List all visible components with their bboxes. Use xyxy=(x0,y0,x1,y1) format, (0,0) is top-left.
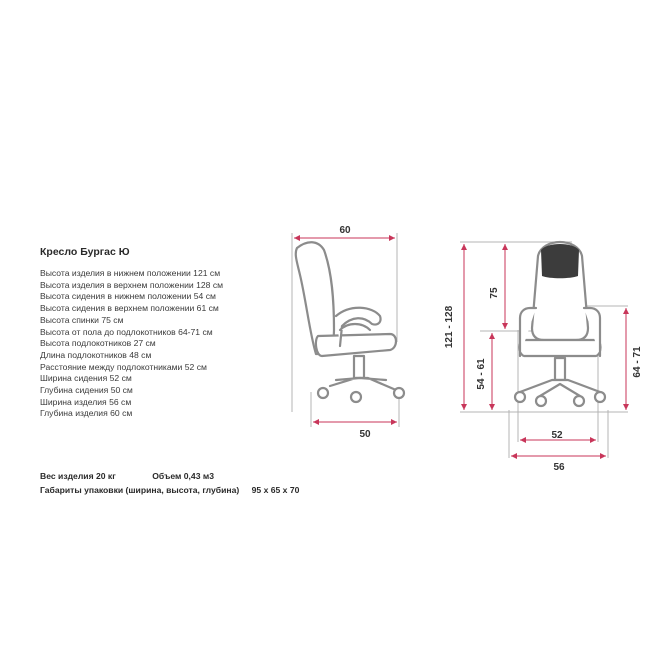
spec-item: Глубина сидения 50 см xyxy=(40,385,133,396)
spec-item: Высота сидения в верхнем положении 61 см xyxy=(40,303,219,314)
front-arm-height-label: 64 - 71 xyxy=(632,346,643,378)
side-chair-silhouette xyxy=(296,242,404,402)
front-back-height-label: 75 xyxy=(489,287,500,299)
spec-item: Высота изделия в верхнем положении 128 см xyxy=(40,279,224,290)
spec-item: Высота от пола до подлокотников 64-71 см xyxy=(40,326,213,337)
side-depth-label: 50 xyxy=(359,429,371,440)
weight-text: Вес изделия 20 кг xyxy=(40,471,116,481)
spec-item: Расстояние между подлокотниками 52 см xyxy=(40,361,207,372)
product-title: Кресло Бургас Ю xyxy=(40,246,130,258)
front-headrest-panel xyxy=(541,244,579,278)
front-seat-width-label: 52 xyxy=(551,430,563,441)
spec-item: Высота спинки 75 см xyxy=(40,314,124,325)
front-seat-height-label: 54 - 61 xyxy=(476,358,487,390)
package-label: Габариты упаковки (ширина, высота, глубина) xyxy=(40,485,240,495)
spec-item: Высота сидения в нижнем положении 54 см xyxy=(40,291,216,302)
side-width-label: 60 xyxy=(339,225,351,236)
spec-item: Ширина сидения 52 см xyxy=(40,373,132,384)
spec-item: Глубина изделия 60 см xyxy=(40,408,133,419)
front-height-label: 121 - 128 xyxy=(444,305,455,349)
spec-item: Высота изделия в нижнем положении 121 см xyxy=(40,268,221,278)
volume-text: Объем 0,43 м3 xyxy=(152,471,215,481)
spec-item: Длина подлокотников 48 см xyxy=(40,349,152,360)
package-dims: 95 х 65 х 70 xyxy=(251,485,300,495)
side-view xyxy=(292,225,404,440)
front-total-width-label: 56 xyxy=(553,462,565,473)
front-view xyxy=(444,242,643,473)
spec-item: Ширина изделия 56 см xyxy=(40,396,132,407)
spec-item: Высота подлокотников 27 см xyxy=(40,338,156,349)
